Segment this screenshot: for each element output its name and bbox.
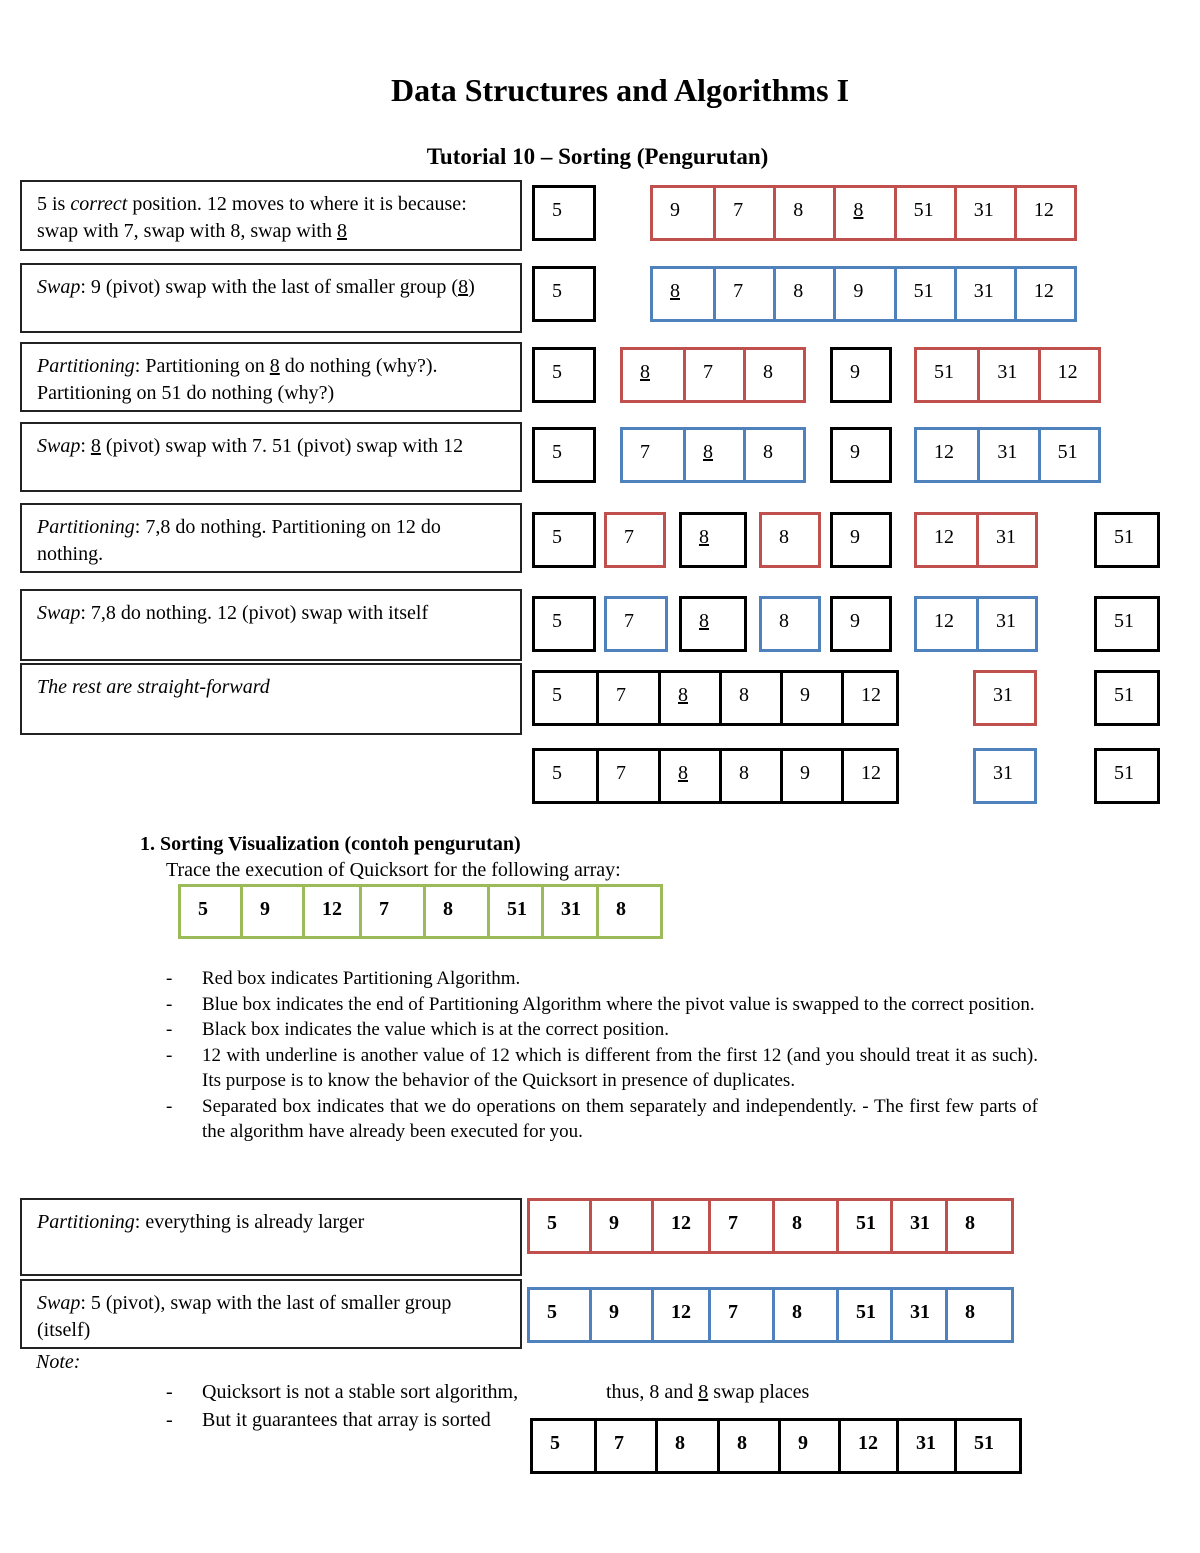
cell-value: 9 [850,526,860,548]
array-cell [1097,599,1157,649]
cell-value: 31 [910,1301,930,1323]
desc-emphasis: Swap [37,1292,81,1314]
cell-value: 5 [552,684,562,706]
cell-value: 7 [733,199,744,221]
array-cell [359,887,423,936]
black-box [1094,748,1160,804]
cell-value: 8 [443,898,453,920]
array-cell [762,515,818,565]
cell-value: 12 [861,684,881,706]
array-cell [833,430,889,480]
cell-value: 5 [198,898,208,920]
array-cell [713,188,773,238]
array-cell [945,1201,1005,1251]
cell-value: 9 [850,361,860,383]
blue-box [604,596,668,652]
cell-value: 8 [678,762,688,784]
array-cell [896,1421,954,1471]
blue-box [973,748,1037,804]
cell-value: 12 [1033,199,1054,221]
step-description [20,1279,522,1349]
cell-value: 7 [728,1212,738,1234]
note-extra [606,1378,809,1406]
array-cell [658,751,719,801]
cell-value: 9 [853,280,864,302]
array-cell [945,1290,1005,1340]
array-cell [713,269,773,319]
desc-emphasis: Swap [37,602,81,624]
cell-value: 5 [552,526,562,548]
note-list [166,1378,536,1434]
array-cell [743,430,803,480]
desc-text: : everything is already larger [134,1211,365,1233]
cell-value: 9 [609,1301,619,1323]
blue-box [527,1287,1014,1343]
cell-value: 9 [670,199,680,221]
array-cell [607,515,663,565]
cell-value: 8 [616,898,626,920]
cell-value: 8 [792,1301,802,1323]
desc-text: : 5 (pivot), swap with the last of smaller group (itself) [37,1292,452,1341]
array-cell [683,350,743,400]
array-cell [594,1421,655,1471]
desc-emphasis: Swap [37,276,81,298]
desc-text: : [80,435,91,457]
cell-value: 31 [561,898,581,920]
desc-underlined: 8 [269,355,280,377]
array-cell [682,599,744,649]
array-cell [596,673,658,723]
array-cell [917,350,977,400]
cell-value: 31 [997,361,1018,383]
cell-value: 7 [703,361,713,383]
note-extra-text: swap places [708,1381,810,1403]
array-cell [773,188,833,238]
cell-value: 51 [1114,526,1134,548]
cell-value: 31 [996,610,1016,632]
cell-value: 7 [614,1432,624,1454]
cell-value: 12 [671,1212,691,1234]
note-item: - Quicksort is not a stable sort algorithm, [166,1378,536,1406]
cell-value: 12 [1033,280,1054,302]
cell-value: 7 [733,280,744,302]
black-box [1094,512,1160,568]
cell-value: 7 [640,441,650,463]
array-cell [954,269,1014,319]
cell-value: 12 [322,898,342,920]
cell-value: 7 [379,898,389,920]
cell-value: 5 [552,610,562,632]
array-cell [530,1290,589,1340]
cell-value: 5 [547,1301,557,1323]
desc-emphasis: Partitioning [37,355,135,377]
red-box [650,185,1077,241]
cell-value: 8 [678,684,688,706]
cell-value: 8 [703,441,713,463]
blue-box [620,427,806,483]
desc-emphasis: correct [70,193,128,215]
cell-value: 12 [934,526,954,548]
desc-text: position. 12 moves to where it is because: swap with 7, swap with 8, swap with [37,193,467,242]
array-cell [917,599,976,649]
cell-value: 8 [853,199,864,221]
array-cell [772,1201,836,1251]
cell-value: 9 [800,762,810,784]
cell-value: 51 [974,1432,994,1454]
blue-box [914,427,1101,483]
array-cell [976,515,1035,565]
cell-value: 51 [856,1212,876,1234]
array-cell [589,1290,651,1340]
blue-box [650,266,1077,322]
array-cell [743,350,803,400]
cell-value: 8 [965,1212,975,1234]
desc-text: : 9 (pivot) swap with the last of smaller group ( [80,276,459,298]
array-cell [977,350,1037,400]
black-box [679,512,747,568]
array-cell [778,1421,838,1471]
black-box [830,347,892,403]
cell-value: 8 [640,361,650,383]
array-cell [917,515,976,565]
desc-text: ) [468,276,475,298]
note-extra-underlined: 8 [698,1381,709,1403]
cell-value: 12 [858,1432,878,1454]
cell-value: 31 [910,1212,930,1234]
blue-box [914,596,1038,652]
desc-emphasis: The rest are straight-forward [37,676,270,698]
array-cell [976,599,1035,649]
array-cell [682,515,744,565]
cell-value: 12 [671,1301,691,1323]
array-cell [651,1201,708,1251]
cell-value: 8 [763,441,773,463]
desc-text: do nothing (why?). Partitioning on 51 do nothing (why?) [37,355,438,404]
black-box [532,185,596,241]
document-subtitle: Tutorial 10 – Sorting (Pengurutan) [426,144,769,169]
step-description [20,180,522,251]
array-cell [717,1421,778,1471]
desc-emphasis: Partitioning [37,1211,135,1233]
array-cell [423,887,487,936]
section-heading: 1. Sorting Visualization (contoh pengurutan) [140,833,521,855]
desc-text: 5 is [37,193,71,215]
array-cell [651,1290,708,1340]
array-cell [596,751,658,801]
cell-value: 5 [552,199,562,221]
cell-value: 31 [993,762,1013,784]
array-cell [780,751,841,801]
array-cell [535,599,593,649]
array-cell [833,599,889,649]
array-cell [623,430,683,480]
black-box [532,512,596,568]
array-cell [1097,673,1157,723]
array-cell [954,1421,1019,1471]
desc-text: : 7,8 do nothing. Partitioning on 12 do nothing. [37,516,441,565]
desc-emphasis: Partitioning [37,516,135,538]
array-cell [833,515,889,565]
array-cell [607,599,665,649]
array-cell [240,887,302,936]
step-description [20,503,522,573]
cell-value: 8 [699,526,709,548]
cell-value: 9 [850,441,860,463]
array-cell [833,350,889,400]
array-cell [1014,188,1074,238]
cell-value: 8 [965,1301,975,1323]
array-cell [841,751,896,801]
cell-value: 8 [670,280,680,302]
cell-value: 51 [1114,684,1134,706]
array-cell [655,1421,717,1471]
array-cell [533,1421,594,1471]
array-cell [683,430,743,480]
black-box [830,596,892,652]
cell-value: 8 [739,684,749,706]
red-box [759,512,821,568]
array-cell [894,188,954,238]
cell-value: 51 [913,280,934,302]
array-cell [762,599,818,649]
black-box [830,512,892,568]
cell-value: 8 [779,526,789,548]
note-label: Note: [36,1351,81,1373]
array-cell [623,350,683,400]
cell-value: 5 [552,361,562,383]
black-box [532,596,596,652]
desc-underlined: 8 [336,220,347,242]
note-item: - But it guarantees that array is sorted [166,1406,536,1434]
cell-value: 8 [739,762,749,784]
step-description [20,663,522,735]
array-cell [589,1201,651,1251]
legend-item: - Red box indicates Partitioning Algorithm. [166,966,1038,992]
cell-value: 8 [779,610,789,632]
array-cell [719,751,780,801]
cell-value: 51 [913,199,934,221]
cell-value: 7 [624,610,634,632]
desc-text: : 7,8 do nothing. 12 (pivot) swap with itself [80,602,429,624]
cell-value: 5 [552,280,562,302]
cell-value: 8 [792,1212,802,1234]
cell-value: 9 [850,610,860,632]
cell-value: 12 [934,610,954,632]
cell-value: 8 [793,199,804,221]
cell-value: 7 [728,1301,738,1323]
cell-value: 8 [675,1432,685,1454]
cell-value: 12 [934,441,954,463]
red-box [973,670,1037,726]
legend-item: - Blue box indicates the end of Partitioning Algorithm where the pivot value is swapped to the correct position. [166,992,1038,1018]
step-description [20,422,522,492]
green-box [178,884,663,939]
cell-value: 9 [800,684,810,706]
red-box [620,347,806,403]
cell-value: 31 [996,526,1016,548]
blue-box [759,596,821,652]
array-cell [833,269,893,319]
array-cell [535,515,593,565]
array-cell [838,1421,896,1471]
cell-value: 9 [609,1212,619,1234]
cell-value: 5 [550,1432,560,1454]
note-extra-text: thus, 8 and [606,1381,699,1403]
cell-value: 12 [1057,361,1078,383]
cell-value: 7 [616,762,626,784]
desc-underlined: 8 [90,435,101,457]
cell-value: 51 [856,1301,876,1323]
array-cell [833,188,893,238]
array-cell [653,188,713,238]
legend-item: - 12 with underline is another value of 12 which is different from the first 12 (and you should treat it as such). Its purpose is to know the behavior of the Quicksort in presence of duplicates. [166,1043,1038,1094]
array-cell [954,188,1014,238]
black-box [830,427,892,483]
legend-list [166,966,1038,1145]
desc-underlined: 8 [458,276,469,298]
array-cell [1097,515,1157,565]
black-box [1094,596,1160,652]
cell-value: 8 [737,1432,747,1454]
array-cell [535,350,593,400]
cell-value: 31 [993,684,1013,706]
array-cell [302,887,359,936]
array-cell [841,673,896,723]
black-box [532,427,596,483]
array-cell [535,751,596,801]
array-cell [719,673,780,723]
array-cell [890,1290,945,1340]
array-cell [780,673,841,723]
cell-value: 5 [552,762,562,784]
array-cell [836,1201,890,1251]
array-cell [708,1201,772,1251]
cell-value: 51 [507,898,527,920]
array-cell [773,269,833,319]
cell-value: 31 [973,280,994,302]
step-description [20,263,522,333]
step-description [20,1198,522,1276]
cell-value: 8 [699,610,709,632]
black-box [532,266,596,322]
step-description [20,589,522,661]
cell-value: 5 [547,1212,557,1234]
legend-item: - Black box indicates the value which is at the correct position. [166,1017,1038,1043]
array-cell [976,751,1034,801]
array-cell [535,673,596,723]
cell-value: 51 [1114,762,1134,784]
desc-emphasis: Swap [37,435,81,457]
array-cell [977,430,1037,480]
array-cell [658,673,719,723]
cell-value: 5 [552,441,562,463]
desc-text: : Partitioning on [134,355,270,377]
black-box [532,748,899,804]
array-cell [181,887,240,936]
red-box [527,1198,1014,1254]
array-cell [890,1201,945,1251]
cell-value: 31 [973,199,994,221]
cell-value: 7 [616,684,626,706]
array-cell [487,887,541,936]
red-box [604,512,666,568]
array-cell [535,188,593,238]
array-cell [541,887,596,936]
array-cell [772,1290,836,1340]
red-box [914,512,1038,568]
array-cell [530,1201,589,1251]
cell-value: 8 [763,361,773,383]
array-cell [596,887,660,936]
cell-value: 31 [997,441,1018,463]
step-description [20,342,522,412]
array-cell [917,430,977,480]
cell-value: 51 [1114,610,1134,632]
desc-text: (pivot) swap with 7. 51 (pivot) swap with 12 [100,435,464,457]
array-cell [535,430,593,480]
cell-value: 12 [861,762,881,784]
black-box [532,670,899,726]
cell-value: 8 [793,280,804,302]
cell-value: 9 [260,898,270,920]
red-box [914,347,1101,403]
cell-value: 31 [916,1432,936,1454]
black-box [679,596,747,652]
black-box [530,1418,1022,1474]
cell-value: 9 [798,1432,808,1454]
cell-value: 7 [624,526,634,548]
document-title: Data Structures and Algorithms I [390,72,850,108]
array-cell [535,269,593,319]
legend-item: - Separated box indicates that we do operations on them separately and independently. - The first few parts of the algorithm have already been executed for you. [166,1094,1038,1145]
array-cell [894,269,954,319]
section-intro: Trace the execution of Quicksort for the following array: [166,859,621,881]
array-cell [976,673,1034,723]
black-box [532,347,596,403]
array-cell [1038,350,1098,400]
array-cell [1097,751,1157,801]
array-cell [708,1290,772,1340]
array-cell [653,269,713,319]
black-box [1094,670,1160,726]
array-cell [1038,430,1098,480]
array-cell [836,1290,890,1340]
array-cell [1014,269,1074,319]
cell-value: 51 [934,361,954,383]
cell-value: 51 [1057,441,1078,463]
